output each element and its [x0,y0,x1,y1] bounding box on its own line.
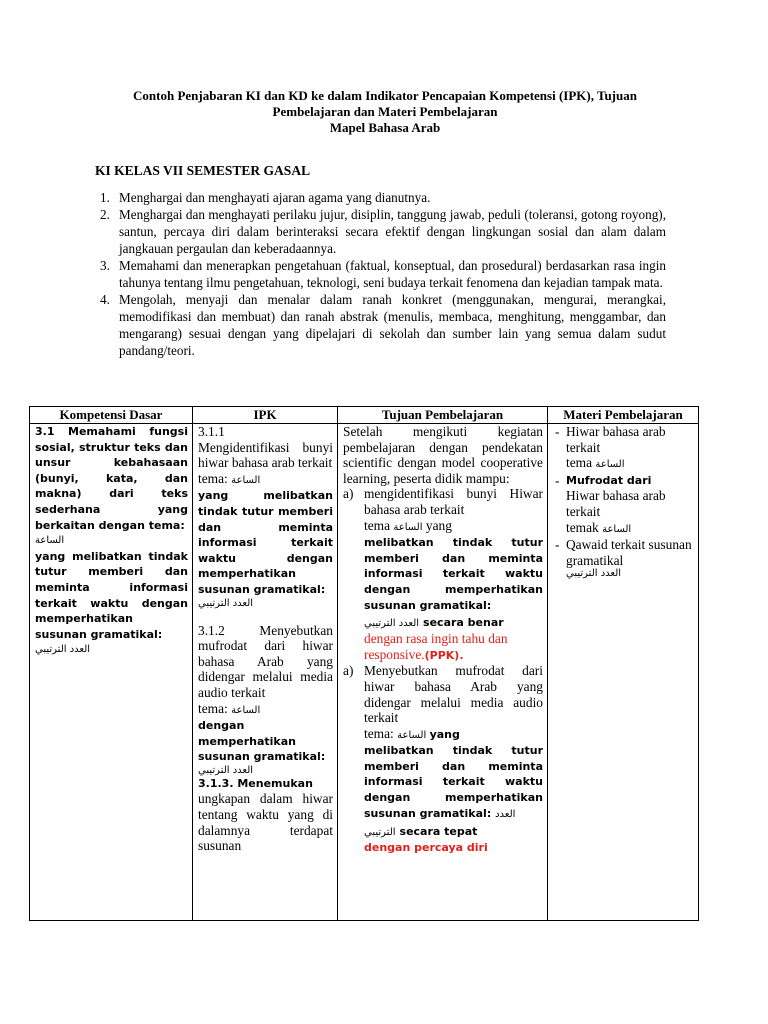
ki-item-text: Menghargai dan menghayati perilaku jujur, disiplin, tanggung jawab, peduli (toleransi, gotong royong), santun, percaya diri dalam berinteraksi secara efektif dengan lingkungan sosial dan alam dalam jangkauan pergaulan dan keberadaannya. [119,207,666,256]
ki-item-text: Memahami dan menerapkan pengetahuan (faktual, konseptual, dan prosedural) berdasarkan rasa ingin tahunya tentang ilmu pengetahuan, teknologi, seni budaya terkait fenomena dan kejadian tampak mata. [119,258,666,290]
ipk-1-tema-label: tema: [198,470,228,486]
kd-arabic-gramatikal: العدد الترتيبي [35,644,91,656]
competency-table [29,406,699,921]
tp-item-2-bold: melibatkan tindak tutur memberi dan meminta informasi terkait waktu dengan memperhatikan susunan gramatikal: [364,744,543,820]
kd-text: 3.1 Memahami fungsi sosial, struktur teks dan unsur kebahasaan (bunyi, kata, dan makna) dari teks sederhana yang berkaitan dengan tema: [35,425,188,532]
mp-item-2-bold: Mufrodat dari [566,473,652,487]
tp-item-2-tema-arabic: الساعة [397,729,427,741]
ipk-2-text: 3.1.2 Menyebutkan mufrodat dari hiwar bahasa Arab yang didengar melalui media audio terkait [198,622,333,700]
title-line-2: Pembelajaran dan Materi Pembelajaran [272,104,498,119]
header-tujuan-pembelajaran: Tujuan Pembelajaran [338,407,548,424]
ki-item [96,189,666,206]
tp-item-1-red: dengan rasa ingin tahu dan responsive. [364,631,508,662]
ki-item [96,257,666,291]
ipk-1-tema-arabic: الساعة [231,474,261,486]
mp-item-1-text: Hiwar bahasa arab terkait [566,424,666,455]
tp-item-1-tema: tema [364,517,391,533]
tp-item-1-tema-arabic: الساعة [393,521,423,533]
ipk-3-bold: Menemukan [237,776,313,790]
ipk-3-number: 3.1.3. [198,776,234,790]
mp-item-2 [553,473,694,537]
title-line-1: Contoh Penjabaran KI dan KD ke dalam Indikator Pencapaian Kompetensi (IPK), Tujuan [133,88,637,103]
tp-item-2-arabic-gram: العدد [495,808,516,820]
ki-item-number: 1. [100,190,110,205]
ki-item-number: 3. [100,258,110,273]
document-title [90,88,680,136]
kd-arabic-tema: الساعة [35,535,65,547]
mp-item-2-dash: - [555,472,560,488]
mp-item-1-arabic: الساعة [595,459,625,471]
mp-item-2-temak: temak [566,519,599,535]
ipk-1-number: 3.1.1 [198,424,225,439]
ipk-2-rest: dengan memperhatikan susunan gramatikal: [198,719,326,764]
kd-text-2: yang melibatkan tindak tutur memberi dan meminta informasi terkait waktu dengan memperhatikan susunan gramatikal: [35,549,188,641]
tp-item-1 [343,486,543,663]
table-row [30,424,699,921]
mp-item-3 [553,537,694,579]
ipk-2-tema-arabic: الساعة [231,704,261,716]
table-header-row [30,407,699,424]
ki-item [96,206,666,257]
mp-item-1 [553,424,694,473]
tp-item-2-text: Menyebutkan mufrodat dari hiwar bahasa Arab yang didengar melalui media audio terkait [364,663,543,726]
header-kompetensi-dasar: Kompetensi Dasar [30,407,193,424]
mp-item-1-tema: tema [566,455,593,471]
ki-list [96,189,666,359]
ipk-1-text: Mengidentifikasi bunyi hiwar bahasa arab terkait [198,439,333,471]
tp-item-2 [343,663,543,856]
tp-item-2-secara: secara tepat [399,825,478,839]
ki-item-number: 4. [100,292,110,307]
tp-item-1-label: a) [343,486,354,502]
mp-item-2-arabic: الساعة [602,523,632,535]
cell-ipk [193,424,338,921]
mp-item-2-text: Hiwar bahasa arab terkait [566,488,666,519]
header-materi-pembelajaran: Materi Pembelajaran [548,407,699,424]
ki-item [96,291,666,359]
mp-item-3-arabic: العدد الترتيبي [566,568,622,580]
ipk-2-tema-label: tema: [198,700,228,716]
tp-item-2-tema: tema: [364,725,394,741]
tp-item-1-yang: yang [425,517,452,533]
header-ipk: IPK [193,407,338,424]
ki-item-number: 2. [100,207,110,222]
cell-kompetensi-dasar [30,424,193,921]
tp-intro: Setelah mengikuti kegiatan pembelajaran dengan pendekatan scientific dengan model cooperative learning, peserta didik mampu: [343,424,543,486]
tp-item-2-yang: yang [429,727,460,741]
ki-heading: KI KELAS VII SEMESTER GASAL [95,163,311,178]
tp-item-2-label: a) [343,663,354,679]
cell-tujuan-pembelajaran [338,424,548,921]
tp-item-1-bold: melibatkan tindak tutur memberi dan meminta informasi terkait waktu dengan memperhatikan susunan gramatikal: [364,536,543,612]
tp-item-1-ppk: (PPK). [424,648,464,662]
cell-materi-pembelajaran [548,424,699,921]
ipk-1-arabic: العدد الترتيبي [198,597,254,609]
tp-item-2-arabic: الترتيبي [364,827,396,839]
ipk-2-arabic: العدد الترتيبي [198,764,254,776]
mp-item-1-dash: - [555,424,560,439]
tp-item-1-arabic: العدد الترتيبي [364,618,420,630]
mp-item-3-text: Qawaid terkait susunan gramatikal [566,537,692,568]
ki-item-text: Menghargai dan menghayati ajaran agama yang dianutnya. [119,190,431,205]
tp-item-1-secara: secara benar [423,616,504,630]
ipk-3-text: ungkapan dalam hiwar tentang waktu yang di dalamnya terdapat susunan [198,791,333,854]
tp-item-2-red: dengan percaya diri [364,841,488,855]
mp-item-3-dash: - [555,537,560,553]
ki-item-text: Mengolah, menyaji dan menalar dalam ranah konkret (menggunakan, mengurai, merangkai, memodifikasi dan membuat) dan ranah abstrak (menulis, membaca, menghitung, menggambar, dan mengarang) sesuai dengan yang dipelajari di sekolah dan sumber lain yang semua dalam sudut pandang/teori. [119,292,666,358]
tp-item-1-text: mengidentifikasi bunyi Hiwar bahasa arab terkait [364,486,543,517]
title-line-3: Mapel Bahasa Arab [329,120,441,135]
ipk-1-rest: yang melibatkan tindak tutur memberi dan meminta informasi terkait waktu dengan memperhatikan susunan gramatikal: [198,489,333,596]
